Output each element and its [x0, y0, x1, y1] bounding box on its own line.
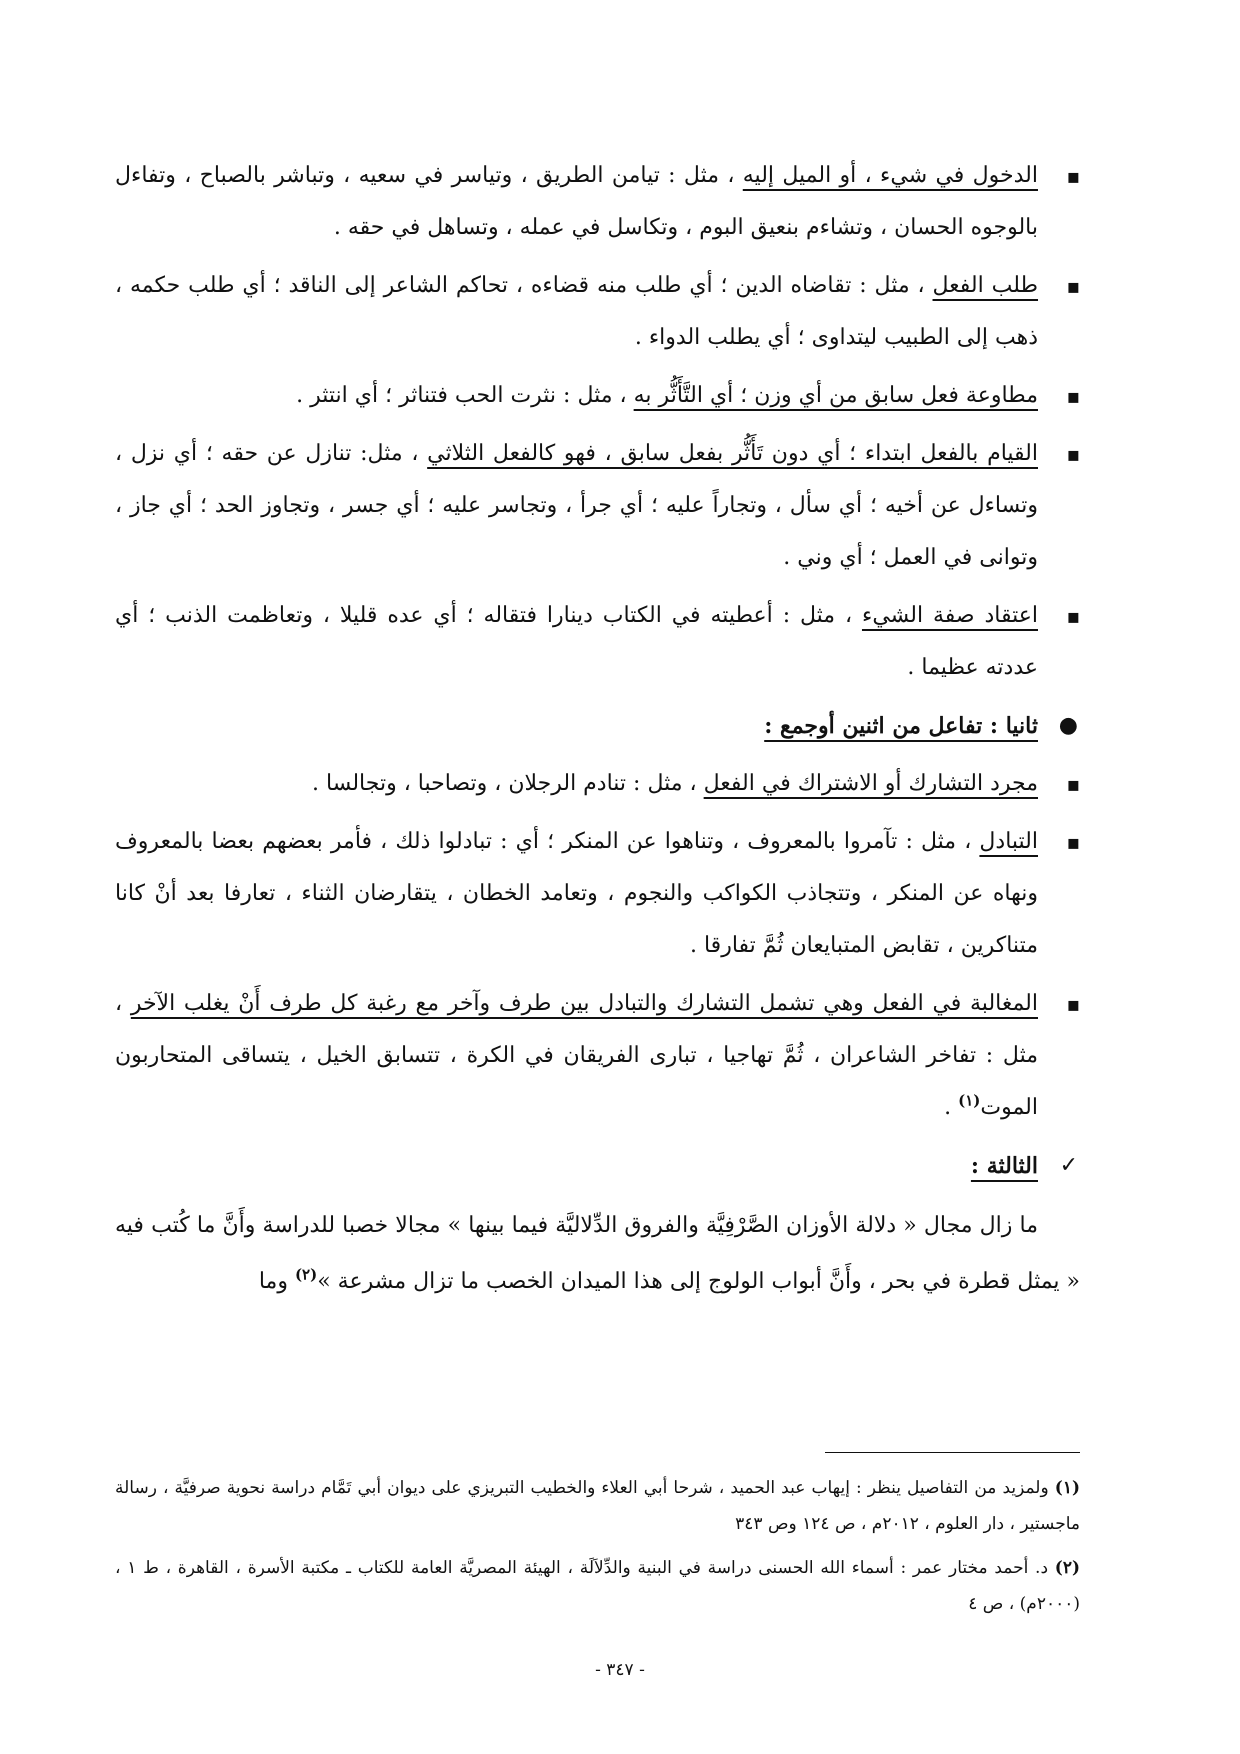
footnote-number: (٢)	[1054, 1558, 1081, 1578]
footnote-ref[interactable]: (١)	[958, 1091, 981, 1110]
section-heading-2	[115, 700, 1080, 752]
list-item	[115, 260, 1080, 364]
page-number: - ٣٤٧ -	[595, 1660, 645, 1680]
footnote-ref[interactable]: (٢)	[294, 1265, 318, 1284]
list-item-text: ، مثل : تآمروا بالمعروف ، وتناهوا عن المنكر ؛ أي : تبادلوا ذلك ، فأمر بعضهم بعضا بالمعروف ونهاه عن المنكر ، وتتجاذب الكواكب والنجوم ، وتعامد الخطان ، يتقارضان الثناء ، تعارفا بعد أنْ كانا متناكرين ، تقابض المتبايعان ثُمَّ تفارقا .	[115, 829, 1038, 958]
list-item-heading: التبادل	[979, 829, 1038, 854]
body-paragraph	[115, 1198, 1080, 1310]
list-item-text: ، مثل : تفاخر الشاعران ، ثُمَّ تهاجيا ، تبارى الفريقان في الكرة ، تتسابق الخيل ، يتساقى المتحاربون الموت	[115, 991, 1038, 1120]
section-heading-3	[115, 1140, 1080, 1192]
list-item-text: ، مثل : تنادم الرجلان ، وتصاحبا ، وتجالسا .	[312, 771, 704, 796]
section-heading-text: ثانيا : تفاعل من اثنين أوجمع :	[764, 713, 1038, 739]
list-item-heading: مطاوعة فعل سابق من أي وزن ؛ أي التَّأَثُّر به	[633, 383, 1038, 408]
list-item	[115, 978, 1080, 1134]
footnote-number: (١)	[1054, 1478, 1080, 1498]
bullet-icon: ●	[1058, 713, 1078, 738]
paragraph-text: ما زال مجال « دلالة الأوزان الصَّرْفِيَّة والفروق الدِّلاليَّة فيما بينها » مجالا خصبا للدراسة وأَنَّ ما كُتب فيه « يمثل قطرة في بحر ، وأَنَّ أبواب الولوج إلى هذا الميدان الخصب ما تزال مشرعة »	[115, 1213, 1080, 1294]
list-item	[115, 428, 1080, 584]
list-item-text: ، مثل : تيامن الطريق ، وتياسر في سعيه ، وتباشر بالصباح ، وتفاءل بالوجوه الحسان ، وتشاءم بنعيق البوم ، وتكاسل في عمله ، وتساهل في حقه .	[115, 163, 1038, 240]
list-item	[115, 370, 1080, 422]
meanings-list-2	[115, 758, 1080, 1134]
footnote-text: د. أحمد مختار عمر : أسماء الله الحسنى دراسة في البنية والدِّلاَلَة ، الهيئة المصريَّة العامة للكتاب ـ مكتبة الأسرة ، القاهرة ، ط ١ ، (٢٠٠٠م) ، ص ٤	[115, 1558, 1080, 1614]
footnote-separator	[825, 1452, 1080, 1453]
list-item	[115, 758, 1080, 810]
list-item-text: ، مثل: تنازل عن حقه ؛ أي نزل ، وتساءل عن أخيه ؛ أي سأل ، وتجاراً عليه ؛ أي جرأ ، وتجاسر عليه ؛ أي جسر ، وتجاوز الحد ؛ أي جاز ، وتوانى في العمل ؛ أي وني .	[115, 441, 1038, 570]
list-item-text: ، مثل : تقاضاه الدين ؛ أي طلب منه قضاءه ، تحاكم الشاعر إلى الناقد ؛ أي طلب حكمه ، ذهب إلى الطبيب ليتداوى ؛ أي يطلب الدواء .	[115, 273, 1038, 350]
section-heading-text: الثالثة :	[970, 1153, 1038, 1179]
list-item-text: ، مثل : أعطيته في الكتاب دينارا فتقاله ؛ أي عده قليلا ، وتعاظمت الذنب ؛ أي عددته عظيما .	[115, 603, 1038, 680]
checkmark-icon: ✓	[1059, 1153, 1078, 1178]
list-item-heading: اعتقاد صفة الشيء	[861, 603, 1038, 628]
list-item-end: .	[944, 1095, 959, 1120]
list-item	[115, 590, 1080, 694]
footnote	[115, 1550, 1080, 1622]
list-item-heading: المغالبة في الفعل وهي تشمل التشارك والتبادل بين طرف وآخر مع رغبة كل طرف أَنْ يغلب الآخر	[130, 991, 1038, 1016]
list-item-text: ، مثل : نثرت الحب فتناثر ؛ أي انتثر .	[296, 383, 634, 408]
list-item-heading: مجرد التشارك أو الاشتراك في الفعل	[703, 771, 1038, 796]
list-item-heading: طلب الفعل	[932, 273, 1039, 298]
footnote-text: ولمزيد من التفاصيل ينظر : إيهاب عبد الحميد ، شرحا أبي العلاء والخطيب التبريزي على ديوان أبي تَمَّام دراسة نحوية صرفيَّة ، رسالة ماجستير ، دار العلوم ، ٢٠١٢م ، ص ١٢٤ وص ٣٤٣	[115, 1478, 1080, 1534]
main-content	[115, 150, 1080, 1310]
footnotes	[115, 1470, 1080, 1630]
list-item	[115, 150, 1080, 254]
footnote	[115, 1470, 1080, 1542]
paragraph-text-end: وما	[258, 1269, 295, 1294]
list-item-heading: الدخول في شيء ، أو الميل إليه	[742, 163, 1038, 188]
list-item-heading: القيام بالفعل ابتداء ؛ أي دون تَأَثُّر بفعل سابق ، فهو كالفعل الثلاثي	[427, 441, 1038, 466]
meanings-list-1	[115, 150, 1080, 694]
list-item	[115, 816, 1080, 972]
